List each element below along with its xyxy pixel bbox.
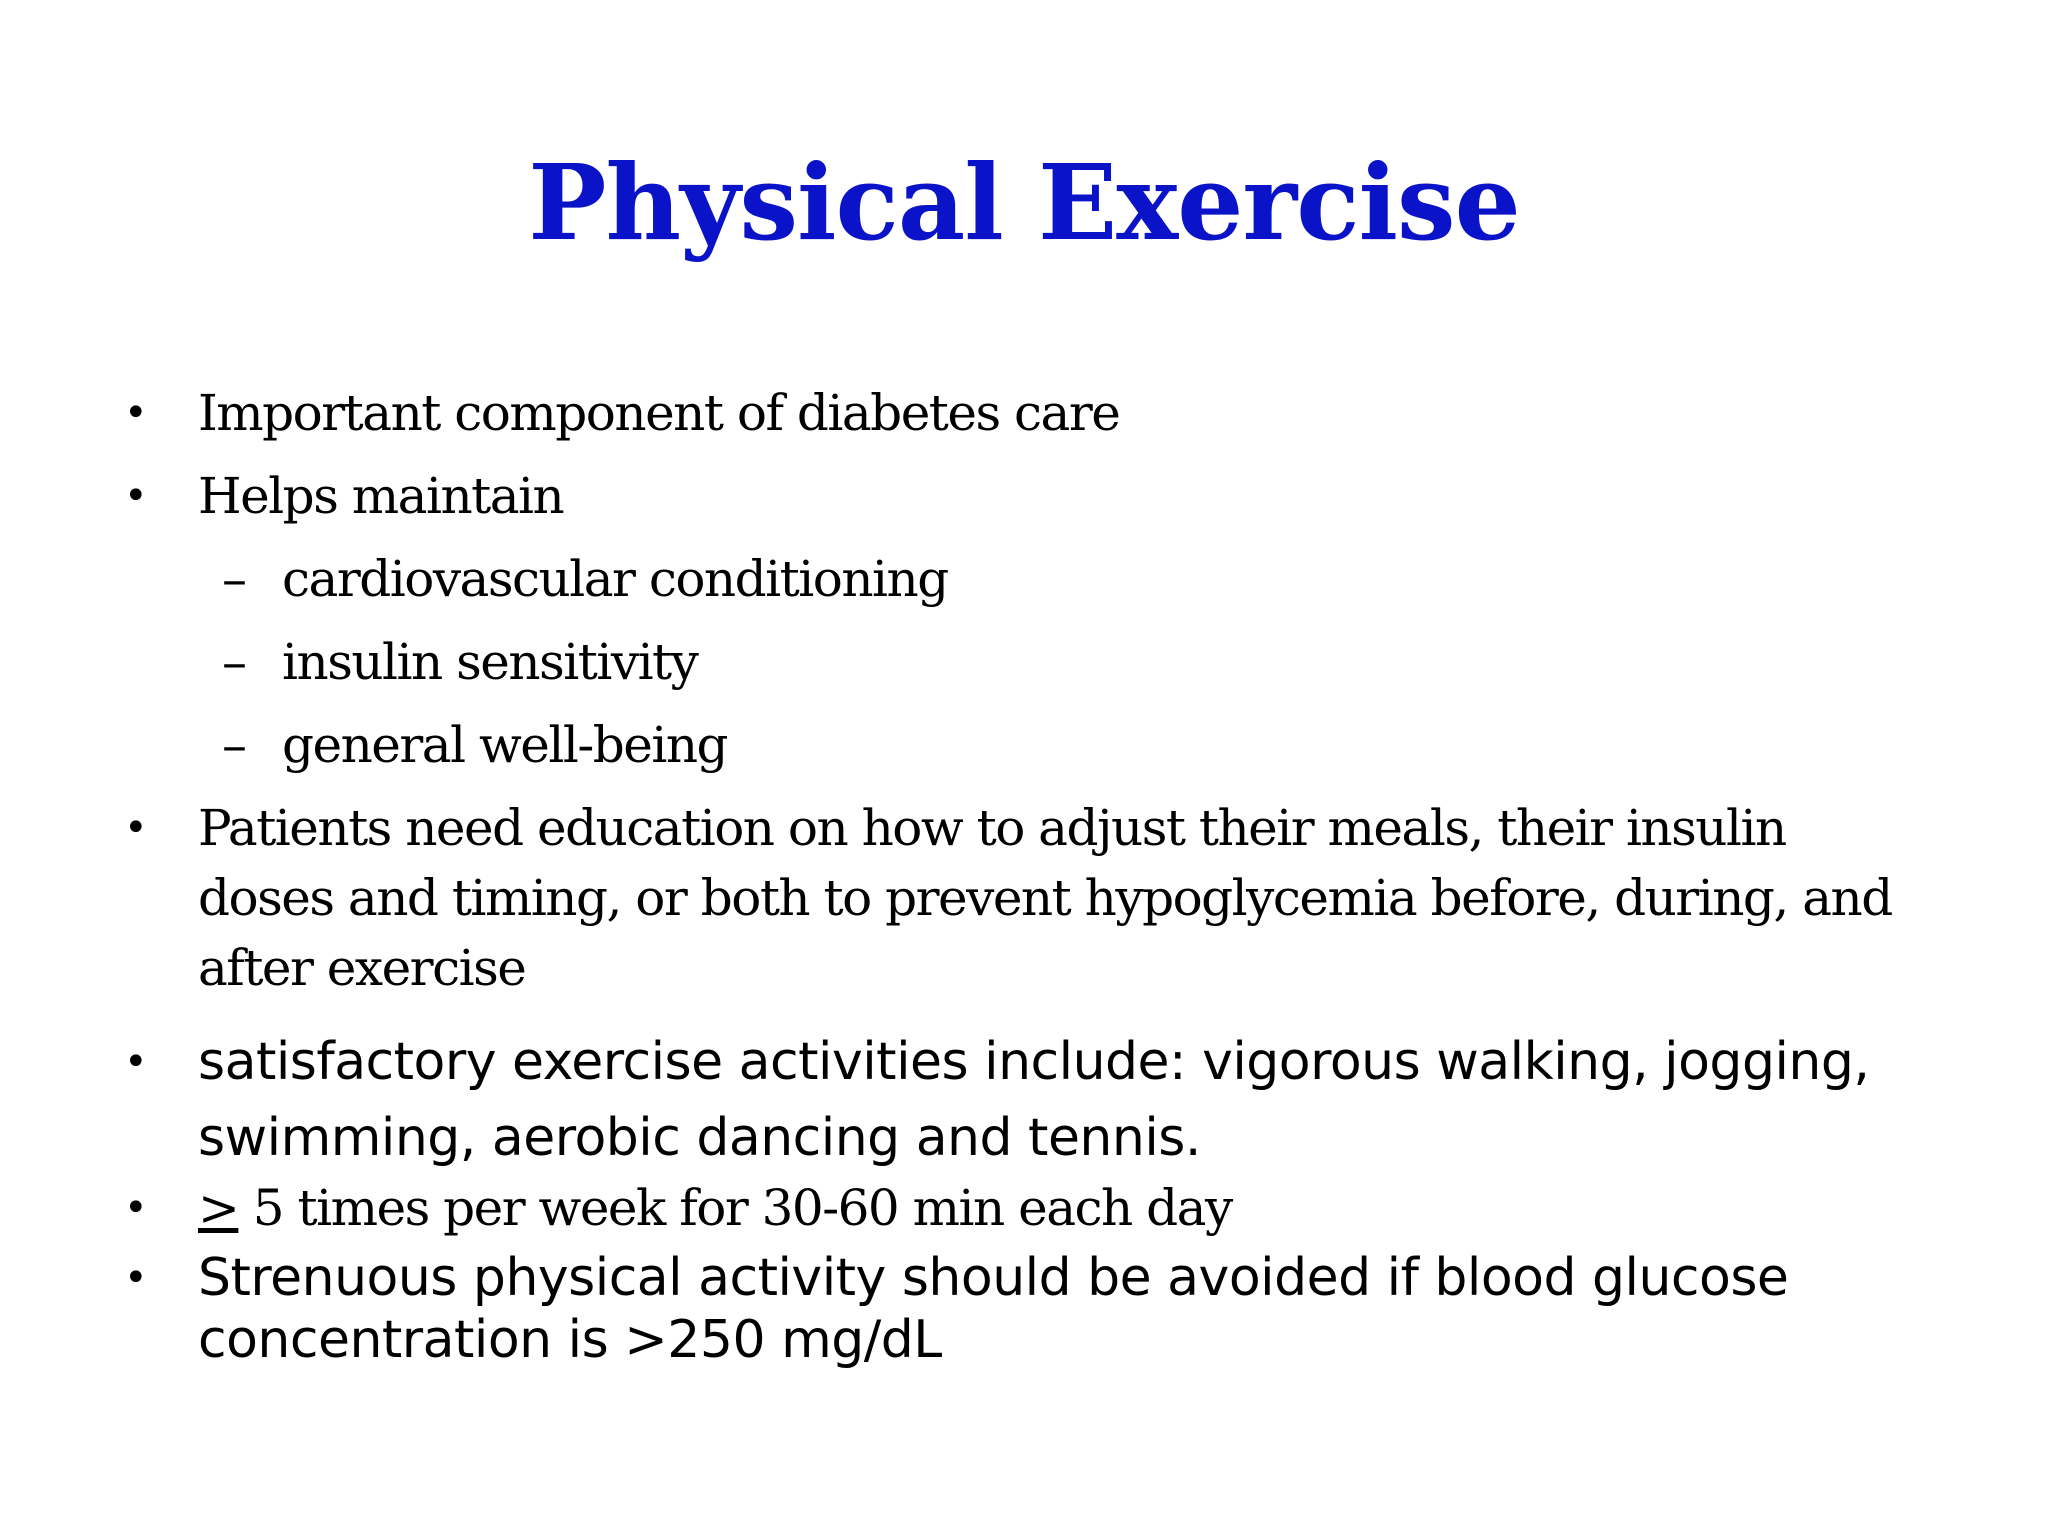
- bullet-icon: •: [124, 1255, 148, 1301]
- bullet-item-strenuous-activity: Strenuous physical activity should be avoided if blood glucose concentration is >250 mg/dL: [198, 1248, 1789, 1370]
- dash-icon: –: [222, 716, 246, 774]
- greater-equal-symbol: >: [198, 1179, 239, 1237]
- bullet-item-exercise-activities: satisfactory exercise activities include: vigorous walking, jogging, swimming, aerobic dancing and tennis.: [198, 1032, 1870, 1168]
- sub-item-well-being: general well-being: [282, 716, 728, 774]
- bullet-item-diabetes-care: Important component of diabetes care: [198, 384, 1120, 442]
- bullet-item-patient-education: Patients need education on how to adjust their meals, their insulin doses and timing, or both to prevent hypoglycemia before, during, and after exercise: [198, 799, 1892, 997]
- frequency-text: 5 times per week for 30-60 min each day: [238, 1179, 1232, 1237]
- sub-item-cardiovascular: cardiovascular conditioning: [282, 550, 948, 608]
- bullet-item-frequency: [198, 1173, 1918, 1243]
- bullet-icon: •: [124, 1185, 148, 1231]
- sub-item-insulin-sensitivity: insulin sensitivity: [282, 633, 698, 691]
- bullet-icon: •: [124, 473, 148, 519]
- bullet-item-helps-maintain: Helps maintain: [198, 467, 564, 525]
- dash-icon: –: [222, 550, 246, 608]
- dash-icon: –: [222, 633, 246, 691]
- bullet-icon: •: [124, 390, 148, 436]
- bullet-icon: •: [124, 805, 148, 851]
- bullet-icon: •: [124, 1039, 148, 1085]
- slide-title: Physical Exercise: [528, 141, 1520, 264]
